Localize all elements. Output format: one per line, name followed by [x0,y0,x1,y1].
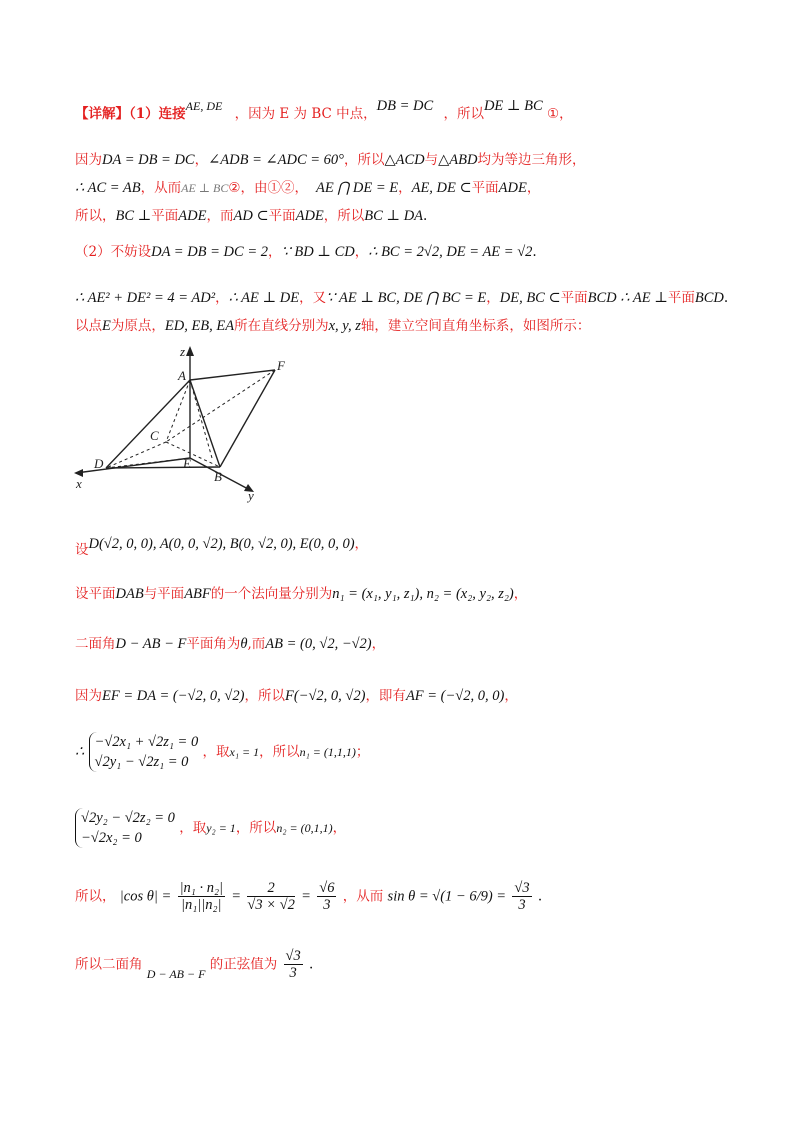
math: x₁ = 1 [229,745,260,759]
text: 以点 [75,318,102,334]
line-1 [75,96,573,124]
math: = [301,888,311,905]
text: ， [398,180,412,196]
equation-system-1 [89,732,199,772]
math: sin θ = √(1 − 6/9) = [387,888,507,905]
fraction: $\frac{√6}{3}$ [319,880,335,913]
math: ∠ADB = ∠ADC = 60° [208,152,344,168]
math: ABF [184,586,211,602]
text: 均为等边三角形， [477,152,586,168]
line-5 [75,242,537,262]
math: BCD ∴ AE ⊥ [587,290,668,306]
fraction: $\frac{√3}{3}$ [514,880,530,913]
text: 与平面 [143,586,185,602]
edge-AE2 [190,380,212,458]
text: 所以二面角 [75,956,143,973]
math: E [102,318,111,334]
math: △ABD [438,152,478,168]
text: ； [355,744,370,760]
math: BC ⊥ DA [364,208,424,224]
math: ∴ AC = AB [75,180,141,196]
text: ， [486,290,500,306]
text: ，又 [299,290,327,306]
text: 平面 [268,208,296,224]
equation: √2y₁ − √2z₁ = 0 [94,754,189,770]
text: ，所以 [259,744,300,760]
line-15 [75,948,313,984]
edge-CB [166,442,220,467]
detail-heading: 【详解】（1）连接 [75,106,186,122]
edge-DB [106,467,220,468]
text: 平面角为 [186,636,241,652]
equation: −√2x₂ = 0 [81,830,142,846]
math: ∴ AE² + DE² = 4 = AD² [75,290,216,306]
edge-FB [220,370,275,467]
math: ADE [295,208,324,224]
math: DAB [115,586,144,602]
text: 平面 [471,180,499,196]
math: ∴ AE ⊥ DE [228,290,300,306]
equation: −√2x₁ + √2z₁ = 0 [94,734,199,750]
line-6 [75,288,728,308]
fraction: $\frac{\text{|n₁ · n₂|}}{\text{|n₁||n₂|}}$ [179,880,223,913]
text: 的正弦值为 [209,956,278,973]
equation: √2y₂ − √2z₂ = 0 [81,810,175,826]
text: ，所以 [235,820,277,836]
text: 因为 [75,688,102,704]
text: . [537,888,543,905]
text: ，取 [179,820,207,836]
text: ，所以 [343,152,385,168]
line-10 [75,634,385,654]
line-4 [75,206,427,226]
math: ∴ [75,744,85,760]
edge-AF [190,370,275,380]
text: ， [354,244,369,260]
text: . [532,244,537,260]
text: ②，由①②， [228,180,308,196]
text: 设 [75,542,89,558]
math: AE, DE ⊂ [411,180,472,196]
text: ， [513,586,528,602]
math: ED, EB, EA [164,318,235,334]
text: 所以， [75,888,116,905]
math: x, y, z [328,318,361,334]
math: DE, BC ⊂ [499,290,561,306]
math: DB = DC [376,98,434,114]
label-E: E [183,456,191,471]
line-2 [75,150,585,170]
line-14 [75,880,542,913]
text: ，而 [206,208,234,224]
math: n₁ = (1,1,1) [299,745,356,759]
label-z: z [180,344,186,359]
math: ∵ AE ⊥ BC, DE ⋂ BC = E [326,290,487,306]
line-3 [75,178,540,198]
math: y₂ = 1 [206,821,236,835]
coordinate-figure [70,340,300,505]
z-arrow-head [186,346,194,356]
math: ADE [178,208,207,224]
label-A: A [178,368,186,383]
math: ADE [498,180,527,196]
text: 所在直线分别为 [234,318,329,334]
line-8 [75,534,368,560]
math: BCD [694,290,724,306]
label-C: C [150,428,159,443]
text: ，所以 [244,688,285,704]
text: ， [504,688,518,704]
text: ， [354,536,369,552]
text: ， [268,244,282,260]
text: （2）不妨设 [75,244,152,260]
math: △ACD [384,152,425,168]
math: DE ⊥ BC [483,98,543,114]
label-B: B [214,469,222,484]
text: ，从而 [342,888,384,905]
text: . [309,956,314,973]
math: EF = DA = (−√2, 0, √2) [102,688,245,704]
math: ∵ BD ⊥ CD [281,244,355,260]
text: ， [194,152,209,168]
text: ， [526,180,541,196]
text: ， [371,636,386,652]
text: ，所以 [323,208,365,224]
math: D − AB − F [115,636,187,652]
math: AE, DE [185,99,223,113]
text: 二面角 [75,636,116,652]
line-9 [75,584,527,604]
math: AF = (−√2, 0, 0) [405,688,505,704]
line-11 [75,686,518,706]
label-y: y [248,488,254,503]
text: ，因为 E 为 BC 中点， [234,106,377,122]
math: DA = DB = DC [102,152,195,168]
text: ①， [547,106,573,122]
fraction: $\frac{2}{√3 \times √2}$ [247,880,295,913]
math: n₁ = (x₁, y₁, z₁), n₂ = (x₂, y₂, z₂) [332,586,514,602]
text: 为原点， [110,318,165,334]
math: AB = (0, √2, −√2) [265,636,372,652]
line-12 [75,732,369,772]
label-x: x [76,476,82,491]
math: ∴ BC = 2√2, DE = AE = √2 [368,244,533,260]
fraction: $\frac{√3}{3}$ [285,948,301,981]
text: ，即有 [365,688,406,704]
label-D: D [94,456,104,471]
math: F(−√2, 0, √2) [284,688,366,704]
text: . [423,208,428,224]
text: 因为 [75,152,102,168]
line-13 [75,808,346,848]
math: AD ⊂ [233,208,269,224]
line-7 [75,316,590,336]
text: ， [332,820,347,836]
text: ， [215,290,229,306]
math: AE ⊥ BC [181,181,229,195]
label-F: F [277,358,285,373]
text: 轴，建立空间直角坐标系，如图所示： [360,318,591,334]
text: 平面 [667,290,695,306]
equation-system-2 [75,808,175,848]
text: 平面 [151,208,179,224]
math: D − AB − F [146,967,206,981]
math: BC ⊥ [115,208,152,224]
math: θ [240,636,248,652]
text: ,而 [247,636,266,652]
math: DA = DB = DC = 2 [151,244,268,260]
math: = [231,888,242,905]
text: ，取 [202,744,230,760]
text: 所以， [75,208,116,224]
text: 平面 [560,290,588,306]
math: |cos θ| = [119,888,172,905]
math: D(√2, 0, 0), A(0, 0, √2), B(0, √2, 0), E(0, 0, 0) [88,536,355,552]
edge-AC [166,380,190,442]
text: 设平面 [75,586,116,602]
text: 与 [424,152,439,168]
text: 的一个法向量分别为 [210,586,333,602]
text: . [723,290,729,306]
text: ，所以 [443,106,484,122]
edge-DA [106,380,190,468]
math: n₂ = (0,1,1) [276,821,333,835]
text: ，从而 [140,180,182,196]
math: AE ⋂ DE = E [316,180,399,196]
